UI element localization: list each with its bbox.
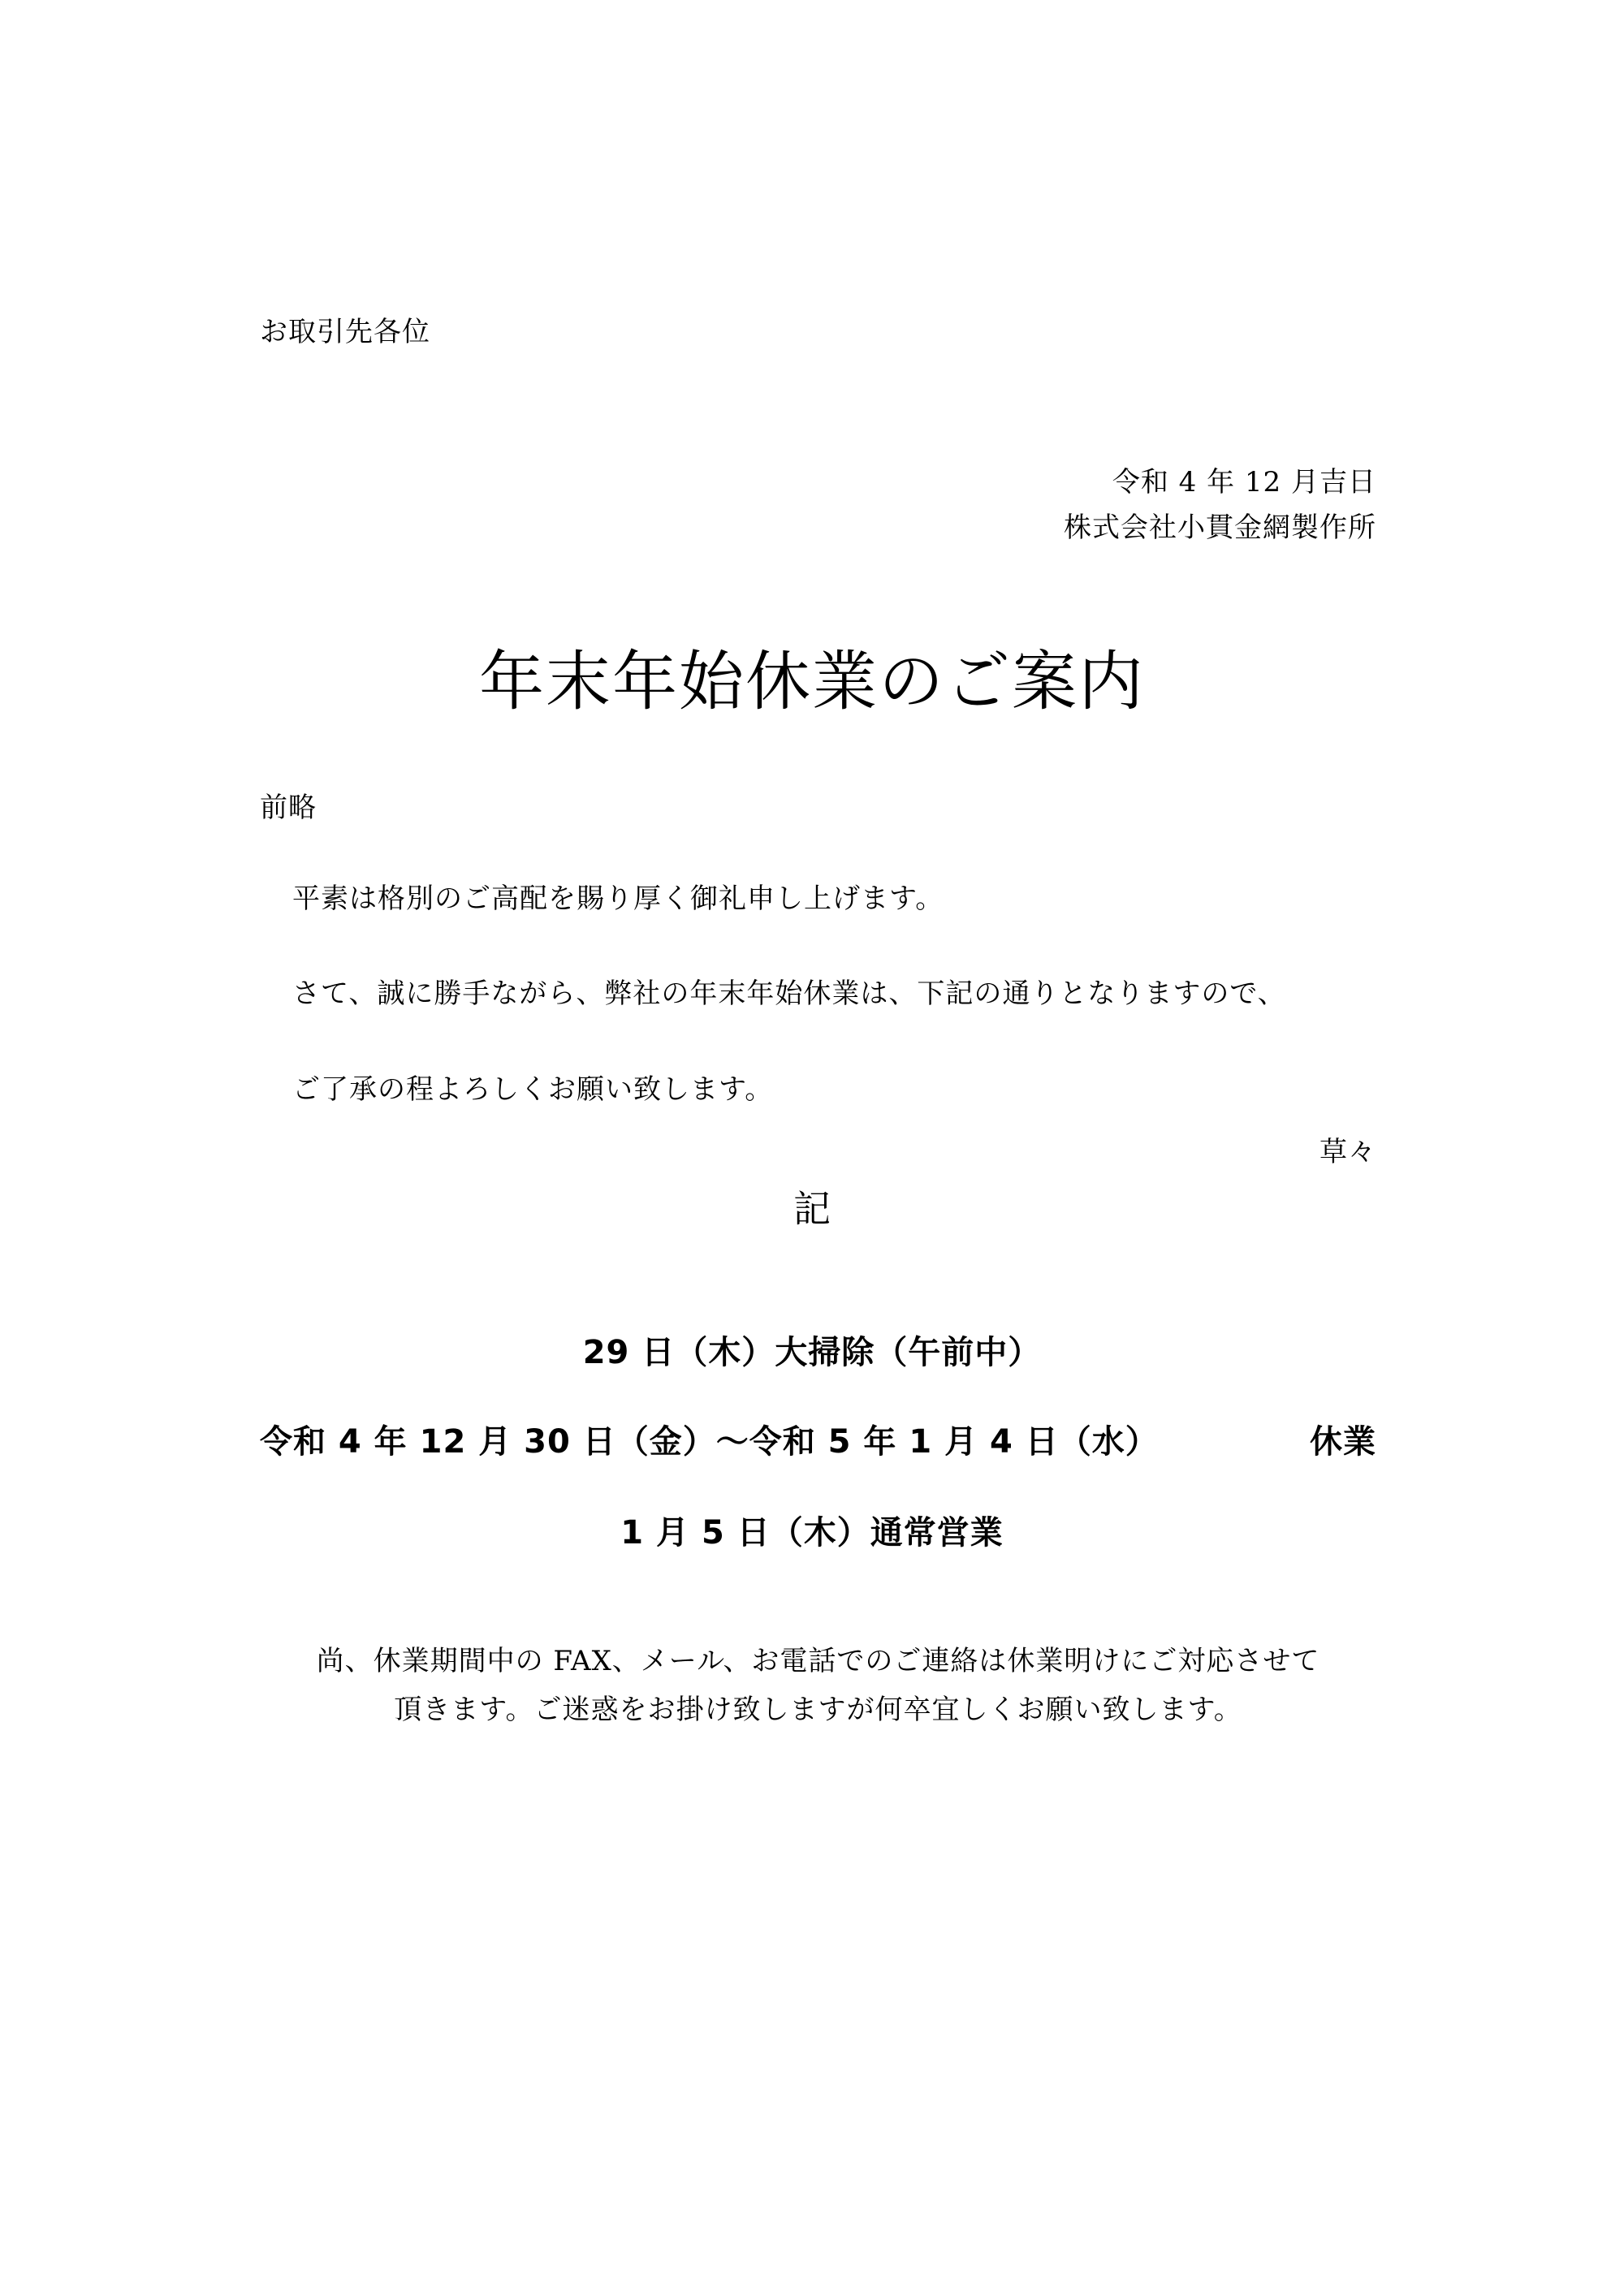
body-line-2: さて、誠に勝手ながら、弊社の年末年始休業は、下記の通りとなりますので、 [292,978,1286,1010]
schedule-resume-day: 1 月 5 日（木）通常営業 [620,1514,1004,1552]
holiday-period-dates: 令和 4 年 12 月 30 日（金）～令和 5 年 1 月 4 日（水） [260,1423,1159,1461]
ki-heading: 記 [793,1187,831,1231]
addressee: お取引先各位 [260,316,430,348]
schedule-cleaning-day: 29 日（木）大掃除（午前中） [582,1334,1042,1371]
opening-salutation: 前略 [260,792,317,824]
contact-note [260,1637,1376,1734]
body-line-1: 平素は格別のご高配を賜り厚く御礼申し上げます。 [292,883,944,915]
schedule-holiday-period [260,1423,1376,1461]
issue-date: 令和 4 年 12 月吉日 [1112,466,1376,498]
company-name: 株式会社小貫金網製作所 [1064,511,1376,544]
sender-block [1064,460,1376,550]
page-title: 年末年始休業のご案内 [479,644,1145,719]
note-line-1: 尚、休業期間中の FAX、メール、お電話でのご連絡は休業明けにご対応させて [316,1645,1320,1677]
note-line-2: 頂きます。ご迷惑をお掛け致しますが何卒宜しくお願い致します。 [394,1694,1242,1726]
body-line-3: ご了承の程よろしくお願い致します。 [292,1073,774,1106]
closing-salutation: 草々 [1320,1136,1376,1168]
holiday-status: 休業 [1310,1423,1376,1461]
